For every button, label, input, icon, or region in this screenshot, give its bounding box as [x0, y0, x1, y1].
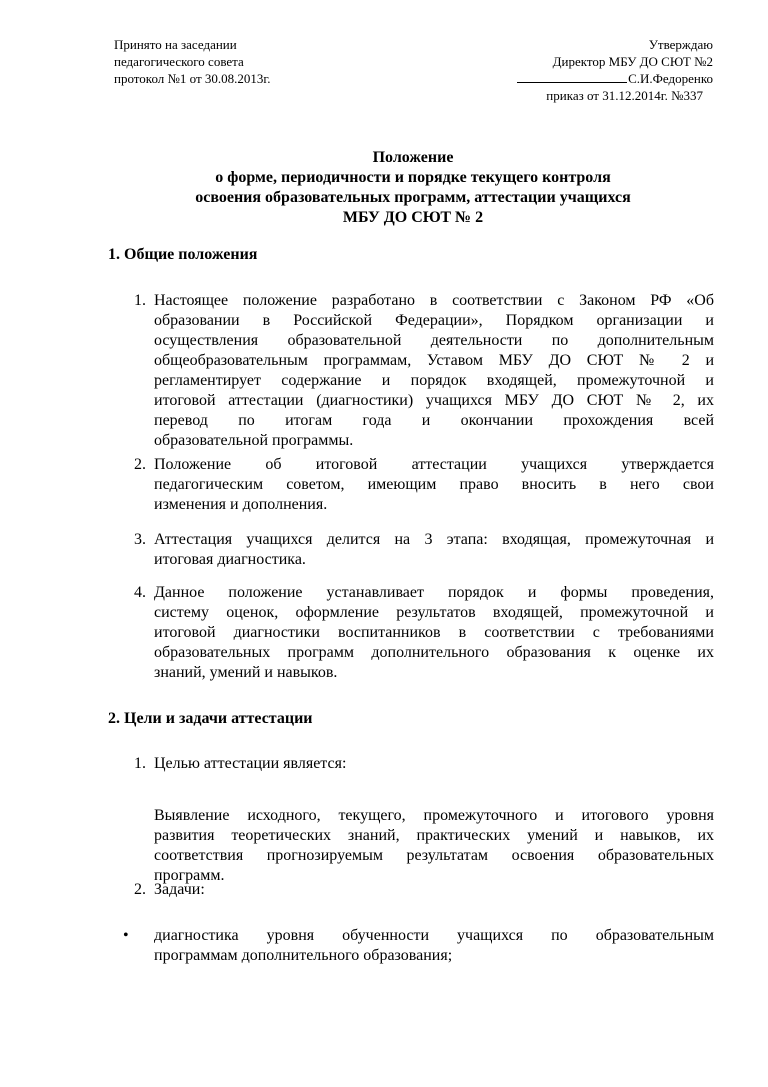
- item-1-1-number: 1.: [134, 292, 146, 309]
- approval-block-left: [114, 36, 271, 87]
- bullet-1-line: программам дополнительного образования;: [154, 947, 453, 964]
- item-1-1-line: Настоящее положение разработано в соответствии с Законом РФ «Об: [154, 292, 714, 309]
- title-line-3: освоения образовательных программ, аттестации учащихся: [195, 189, 631, 206]
- item-1-4-text: [154, 583, 714, 683]
- item-1-1-line: регламентирует содержание и порядок входящей, промежуточной и: [154, 372, 714, 389]
- item-1-4-line: систему оценок, оформление результатов входящей, промежуточной и: [154, 604, 714, 621]
- item-1-1-line: общеобразовательным программам, Уставом МБУ ДО СЮТ № 2 и: [154, 352, 714, 369]
- header-left-line-1: Принято на заседании: [114, 37, 237, 52]
- item-1-3-line: итоговая диагностика.: [154, 551, 306, 568]
- item-1-2-line: Положение об итоговой аттестации учащихся утверждается: [154, 456, 714, 473]
- item-1-1-line: осуществления образовательной деятельности по дополнительным: [154, 332, 714, 349]
- header-left-line-3: протокол №1 от 30.08.2013г.: [114, 71, 271, 86]
- bullet-1-line: диагностика уровня обученности учащихся по образовательным: [154, 927, 714, 944]
- item-1-4-line: итоговой диагностики воспитанников в соответствии с требованиями: [154, 624, 714, 641]
- item-1-4-number: 4.: [134, 584, 146, 601]
- title-line-2: о форме, периодичности и порядке текущего контроля: [215, 169, 611, 186]
- item-2-2-number: 2.: [134, 881, 146, 898]
- bullet-1-text: [154, 926, 714, 966]
- approval-block-right: [517, 36, 713, 104]
- item-1-3-line: Аттестация учащихся делится на 3 этапа: входящая, промежуточная и: [154, 531, 714, 548]
- item-1-1-line: образовании в Российской Федерации», Порядком организации и: [154, 312, 714, 329]
- bullet-icon: •: [123, 927, 129, 944]
- item-1-1-line: образовательной программы.: [154, 432, 354, 449]
- goal-line: соответствия прогнозируемым результатам освоения образовательных: [154, 847, 714, 864]
- item-1-4-line: знаний, умений и навыков.: [154, 664, 338, 681]
- item-1-2-line: педагогическим советом, имеющим право вносить в него свои: [154, 476, 714, 493]
- header-right-line-4: приказ от 31.12.2014г. №337: [546, 88, 703, 103]
- item-2-1-number: 1.: [134, 755, 146, 772]
- section-2-heading: 2. Цели и задачи аттестации: [108, 710, 313, 727]
- item-1-4-line: Данное положение устанавливает порядок и формы проведения,: [154, 584, 714, 601]
- item-1-1-line: итоговой аттестации (диагностики) учащихся МБУ ДО СЮТ № 2, их: [154, 392, 714, 409]
- goal-line: Выявление исходного, текущего, промежуточного и итогового уровня: [154, 807, 714, 824]
- goal-paragraph: [154, 806, 714, 886]
- item-2-1-text: Целью аттестации является:: [154, 755, 347, 772]
- header-left-line-2: педагогического совета: [114, 54, 244, 69]
- signature-line: [517, 70, 627, 83]
- item-1-3-number: 3.: [134, 531, 146, 548]
- header-right-line-2: Директор МБУ ДО СЮТ №2: [552, 54, 713, 69]
- item-2-2-text: Задачи:: [154, 881, 205, 898]
- goal-line: программ.: [154, 867, 225, 884]
- item-1-2-line: изменения и дополнения.: [154, 496, 328, 513]
- header-right-line-1: Утверждаю: [648, 37, 713, 52]
- section-1-heading: 1. Общие положения: [108, 246, 258, 263]
- item-1-3-text: [154, 530, 714, 570]
- header-right-signature-row: [517, 70, 713, 87]
- item-1-1-line: перевод по итогам года и окончании прохождения всей: [154, 412, 714, 429]
- item-1-2-text: [154, 455, 714, 515]
- goal-line: развития теоретических знаний, практических умений и навыков, их: [154, 827, 714, 844]
- title-line-4: МБУ ДО СЮТ № 2: [342, 209, 484, 226]
- item-1-2-number: 2.: [134, 456, 146, 473]
- item-1-4-line: образовательных программ дополнительного образования к оценке их: [154, 644, 714, 661]
- document-title: [108, 148, 718, 228]
- director-name: С.И.Федоренко: [628, 71, 713, 86]
- item-1-1-text: [154, 291, 714, 451]
- title-line-1: Положение: [372, 149, 454, 166]
